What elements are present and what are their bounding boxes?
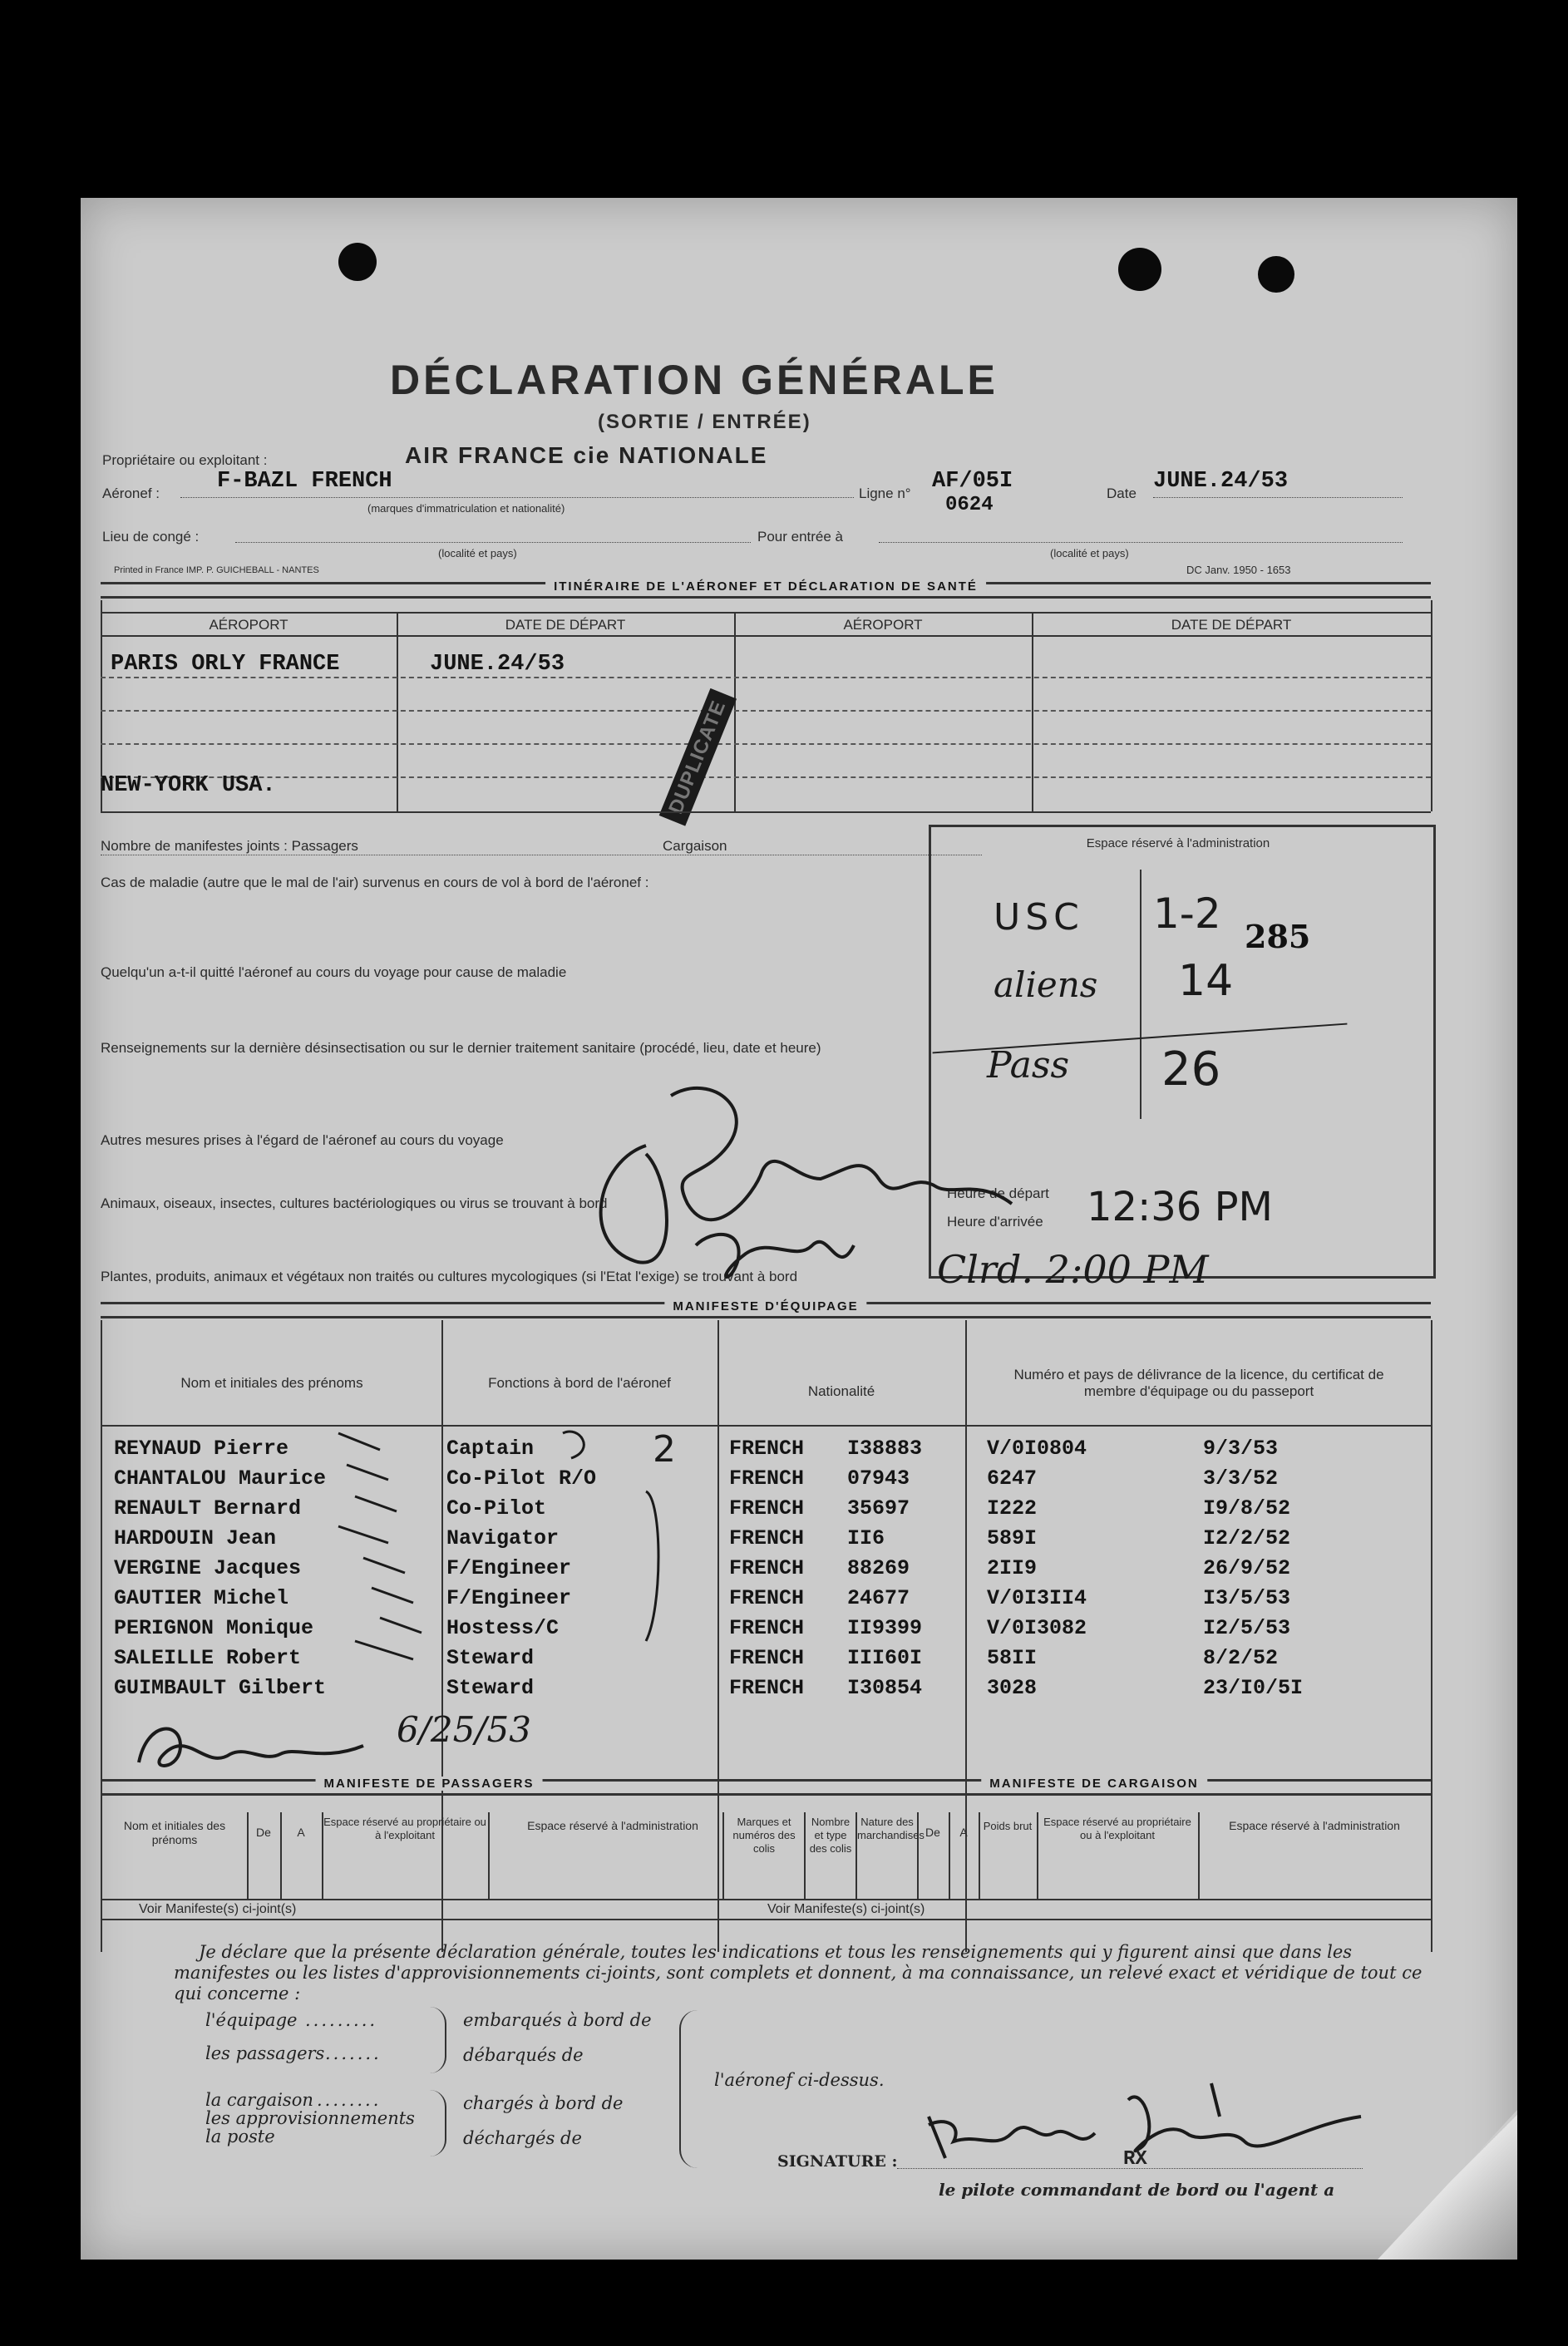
crew-nationality: FRENCH: [729, 1586, 805, 1610]
crew-license: 589I: [987, 1526, 1038, 1550]
line-value: AF/05I: [932, 469, 1013, 494]
form-title: DÉCLARATION GÉNÉRALE: [390, 357, 998, 403]
passenger-manifest-band: MANIFESTE DE PASSAGERS: [101, 1779, 757, 1796]
admin-usc-value: 1-2: [1153, 890, 1221, 938]
decl-supplies: les approvisionnements: [205, 2108, 415, 2128]
operator-label: Propriétaire ou exploitant :: [102, 452, 268, 468]
crew-role: Co-Pilot R/O: [446, 1466, 597, 1491]
crew-nationality: FRENCH: [729, 1526, 805, 1550]
decl-boarded: embarqués à bord de: [463, 2010, 652, 2030]
c-col-marks: Marques et numéros des colis: [732, 1816, 796, 1855]
crew-nationality: FRENCH: [729, 1646, 805, 1670]
crew-mark: 2: [653, 1428, 676, 1471]
crew-license-date: I3/5/53: [1203, 1586, 1291, 1610]
pilot-signature-scrawl: [546, 1079, 1028, 1295]
aircraft-note: (marques d'immatriculation et nationalité): [367, 502, 565, 515]
crew-nationality: FRENCH: [729, 1496, 805, 1520]
c-col-number: Nombre et type des colis: [809, 1816, 852, 1855]
crew-license-date: 26/9/52: [1203, 1556, 1291, 1580]
crew-nationality-number: 07943: [847, 1466, 910, 1491]
other-measures-label: Autres mesures prises à l'égard de l'aéronef au cours du voyage: [101, 1132, 504, 1148]
arr-time-value: 12:36 PM: [1087, 1184, 1273, 1230]
crew-license-date: I2/2/52: [1203, 1526, 1291, 1550]
folded-corner: [1378, 2110, 1517, 2260]
crew-name: GAUTIER Michel: [114, 1586, 289, 1610]
c-col-operator: Espace réservé au propriétaire ou à l'exploitant: [1043, 1816, 1191, 1841]
crew-license: I222: [987, 1496, 1038, 1520]
admin-pass-value: 26: [1161, 1042, 1221, 1097]
date-label: Date: [1107, 485, 1137, 501]
crew-band: MANIFESTE D'ÉQUIPAGE: [101, 1302, 1431, 1318]
admin-aliens-value: 14: [1178, 956, 1234, 1006]
signer-title: le pilote commandant de bord ou l'agent a: [939, 2180, 1335, 2200]
crew-license: 3028: [987, 1676, 1038, 1700]
crew-role: F/Engineer: [446, 1556, 572, 1580]
crew-col-name: Nom et initiales des prénoms: [180, 1375, 363, 1391]
crew-license-date: 23/I0/5I: [1203, 1676, 1304, 1700]
crew-license-date: I2/5/53: [1203, 1616, 1291, 1640]
signature-label: SIGNATURE :: [777, 2152, 898, 2171]
punch-hole-right-2: [1258, 256, 1294, 293]
crew-license: V/0I0804: [987, 1437, 1087, 1461]
crew-role: Co-Pilot: [446, 1496, 547, 1520]
crew-name: PERIGNON Monique: [114, 1616, 314, 1640]
c-col-from: De: [925, 1826, 940, 1839]
arrival-note: (localité et pays): [1050, 547, 1129, 559]
admin-pass: Pass: [987, 1044, 1070, 1087]
crew-nationality: FRENCH: [729, 1556, 805, 1580]
crew-nationality-number: 35697: [847, 1496, 910, 1520]
crew-role: Captain: [446, 1437, 535, 1461]
c-col-weight: Poids brut: [983, 1820, 1033, 1832]
crew-license: V/0I3082: [987, 1616, 1087, 1640]
disinsection-label: Renseignements sur la dernière désinsectisation ou sur le dernier traitement sanitaire (procédé, lieu, date et heure): [101, 1040, 821, 1056]
decl-crew: l'équipage: [205, 2010, 298, 2030]
col-departure-date: DATE DE DÉPART: [505, 617, 626, 633]
crew-brackets: [330, 1425, 679, 1666]
animals-label: Animaux, oiseaux, insectes, cultures bactériologiques ou virus se trouvant à bord: [101, 1195, 608, 1211]
admin-usc: USC: [994, 896, 1084, 939]
crew-license-date: 9/3/53: [1203, 1437, 1279, 1461]
crew-license-date: I9/8/52: [1203, 1496, 1291, 1520]
crew-nationality: FRENCH: [729, 1616, 805, 1640]
crew-nationality-number: I38883: [847, 1437, 923, 1461]
itinerary-date-1: JUNE.24/53: [430, 652, 565, 677]
crew-nationality-number: II9399: [847, 1616, 923, 1640]
manifests-label: Nombre de manifestes joints : Passagers: [101, 838, 358, 854]
punch-hole-left: [338, 243, 377, 281]
decl-unloaded: déchargés de: [463, 2128, 582, 2148]
declaration-form: DÉCLARATION GÉNÉRALE (SORTIE / ENTRÉE) Propriétaire ou exploitant : AIR FRANCE cie NATIONALE Aéronef : F-BAZL FRENCH (marques d'immatriculation et nationalité) Ligne n° AF/05I 0624 Date JUNE.24/53 Lieu de congé : (localité et pays) Pour entrée à (localité et pays) Printed in France IMP. P. GUICHEBALL - NANTES DC Janv. 1950 - 1653 ITINÉRAIRE DE L'AÉRONEF ET DÉCLARATION DE SANTÉ AÉROPORT DATE DE DÉPART AÉROPORT DATE DE DÉPART PARIS ORLY FRANCE JUNE.24/53 NEW-YORK USA. DUPLICATE Nombre de manifestes joints : Passagers Cargaison Cas de maladie (autre que le mal de l'air) survenus en cours de vol à bord de l'aéronef : Quelqu'un a-t-il quitté l'aéronef au cours du voyage pour cause de maladie Renseignements sur la dernière désinsectisation ou sur le dernier traitement sanitaire (procédé, lieu, date et heure) Autres mesures prises à l'égard de l'aéronef au cours du voyage Animaux, oiseaux, insectes, cultures bactériologiques ou virus se trouvant à bord Plantes, produits, animaux et végétaux non traités ou cultures mycologiques (si l'Etat l'exige) se trouvant à bord Espace réservé à l'administration USC 1-2 285 aliens 14 Pass 26 Heure de départ Heure d'arrivée 12:36 PM Clrd. 2:00 PM MANIFESTE D'ÉQUIPAGE Nom et initiales des prénoms Fonctions à bord de l'aéronef Nationalité Numéro et pays de délivrance de la licence, du certificat de membre d'équipage ou du passeport REYNAUD Pierre Captain FRENCH I38883 V/0I0804 9/3/53 CHANTALOU Maurice Co-Pilot R/O FRENCH 07943 6247 3/3/52 RENAULT Bernard Co-Pilot FRENCH 35697 I222 I9/8/52 HARDOUIN Jean Navigator FRENCH II6 589I I2/2/52 VERGINE Jacques F/Engineer FRENCH 88269 2II9 26/9/52 GAUTIER Michel F/Engineer FRENCH 24677 V/0I3II4 I3/5/53 PERIGNON Monique Hostess/C FRENCH II9399 V/0I3082 I2/5/53 SALEILLE Robert Steward FRENCH III60I 58II 8/2/52 GUIMBAULT Gilbert Steward FRENCH I30854 3028 23/I0/5I 2 6/25/53 MANIFESTE DE PASSAGERS MANIFESTE DE CARGAISON Nom et initiales des prénoms De A Espace réservé au propriétaire ou à l'exploitant Espace réservé à l'administration Marques et numéros des colis Nombre et type des colis Nature des marchandises De A Poids brut Espace réservé au propriétaire ou à l'exploitant Espace réservé à l'administration Voir Manifeste(s) ci-joint(s) Voir Manifeste(s) ci-joint(s) Je déclare que la présente déclaration générale, toutes les indications et tous les renseignements qui y figurent ainsi que dans les manifestes ou les listes d'approvisionnements ci-joints, sont complets et donnent, à ma connaissance, un relevé exact et véridique de tout ce qui concerne : l'équipage les passagers la cargaison les approvisionnements la poste ......... ....... ........ embarqués à bord de débarqués de chargés à bord de déchargés de l'aéronef ci-dessus. SIGNATURE : RX le pilote commandant de bord ou l'agent a: [81, 198, 1517, 2260]
cleared-time: Clrd. 2:00 PM: [937, 1247, 1209, 1292]
crew-role: F/Engineer: [446, 1586, 572, 1610]
crew-license: 58II: [987, 1646, 1038, 1670]
printer-line: Printed in France IMP. P. GUICHEBALL - NANTES: [114, 565, 319, 575]
crew-name: VERGINE Jacques: [114, 1556, 302, 1580]
departure-note: (localité et pays): [438, 547, 517, 559]
cargo-label: Cargaison: [663, 838, 727, 854]
crew-nationality-number: 88269: [847, 1556, 910, 1580]
itinerary-airport-2: NEW-YORK USA.: [101, 773, 276, 798]
signature-initials: RX: [1123, 2148, 1147, 2171]
dep-time-label: Heure de départ: [947, 1185, 1049, 1201]
aircraft-label: Aéronef :: [102, 485, 160, 501]
p-col-from: De: [256, 1826, 271, 1839]
operator-value: AIR FRANCE cie NATIONALE: [405, 442, 768, 468]
departure-label: Lieu de congé :: [102, 529, 200, 545]
form-edition: DC Janv. 1950 - 1653: [1186, 564, 1291, 576]
line-label: Ligne n°: [859, 485, 911, 501]
crew-sign-date: 6/25/53: [397, 1709, 531, 1750]
admin-box-title: Espace réservé à l'administration: [1086, 836, 1270, 850]
crew-col-license: Numéro et pays de délivrance de la licence, du certificat de membre d'équipage ou du passeport: [1013, 1367, 1384, 1399]
col-departure-date-2: DATE DE DÉPART: [1171, 617, 1292, 633]
itinerary-band: ITINÉRAIRE DE L'AÉRONEF ET DÉCLARATION DE SANTÉ: [101, 582, 1431, 599]
admin-aliens: aliens: [994, 964, 1098, 1005]
punch-hole-right: [1118, 248, 1161, 291]
crew-license: 2II9: [987, 1556, 1038, 1580]
p-col-operator: Espace réservé au propriétaire ou à l'exploitant: [323, 1816, 486, 1841]
crew-name: HARDOUIN Jean: [114, 1526, 277, 1550]
crew-license-date: 3/3/52: [1203, 1466, 1279, 1491]
c-col-to: A: [959, 1826, 968, 1839]
crew-license: V/0I3II4: [987, 1586, 1087, 1610]
crew-col-nationality: Nationalité: [807, 1383, 875, 1399]
plants-label: Plantes, produits, animaux et végétaux non traités ou cultures mycologiques (si l'Etat l'exige) se trouvant à bord: [101, 1269, 798, 1284]
p-col-admin: Espace réservé à l'administration: [527, 1819, 698, 1832]
crew-col-function: Fonctions à bord de l'aéronef: [488, 1375, 671, 1391]
p-col-name: Nom et initiales des prénoms: [123, 1819, 226, 1846]
decl-cargo: la cargaison: [205, 2090, 313, 2110]
itinerary-airport-1: PARIS ORLY FRANCE: [111, 652, 340, 677]
crew-nationality-number: I30854: [847, 1676, 923, 1700]
crew-nationality: FRENCH: [729, 1676, 805, 1700]
aircraft-value: F-BAZL FRENCH: [217, 469, 392, 494]
arr-time-label: Heure d'arrivée: [947, 1214, 1043, 1230]
illness-label: Cas de maladie (autre que le mal de l'air) survenus en cours de vol à bord de l'aéronef :: [101, 875, 649, 890]
crew-nationality: FRENCH: [729, 1437, 805, 1461]
crew-name: REYNAUD Pierre: [114, 1437, 289, 1461]
crew-role: Hostess/C: [446, 1616, 560, 1640]
admin-total: 285: [1245, 918, 1311, 955]
cargo-manifest-band: MANIFESTE DE CARGAISON: [757, 1779, 1431, 1796]
see-attached-cargo: Voir Manifeste(s) ci-joint(s): [767, 1902, 925, 1916]
crew-name: SALEILLE Robert: [114, 1646, 302, 1670]
line-value-2: 0624: [945, 494, 994, 516]
c-col-admin: Espace réservé à l'administration: [1229, 1819, 1400, 1832]
crew-name: CHANTALOU Maurice: [114, 1466, 327, 1491]
arrival-label: Pour entrée à: [757, 529, 844, 545]
c-col-nature: Nature des marchandises: [857, 1816, 925, 1841]
duplicate-stamp: DUPLICATE: [659, 688, 737, 826]
form-subtitle: (SORTIE / ENTRÉE): [598, 411, 811, 433]
decl-mail: la poste: [205, 2127, 275, 2146]
declaration-text: Je déclare que la présente déclaration générale, toutes les indications et tous les renseignements qui y figurent ainsi que dans les manifestes ou les listes d'approvisionnements ci-joints, sont complets et donnent, à ma connaissance, un relevé exact et véridique de tout ce qui concerne :: [174, 1942, 1423, 2003]
see-attached-passengers: Voir Manifeste(s) ci-joint(s): [139, 1902, 297, 1916]
col-airport-2: AÉROPORT: [843, 617, 923, 633]
crew-nationality: FRENCH: [729, 1466, 805, 1491]
decl-passengers: les passagers: [205, 2043, 325, 2063]
left-aircraft-label: Quelqu'un a-t-il quitté l'aéronef au cours du voyage pour cause de maladie: [101, 964, 567, 980]
crew-license-date: 8/2/52: [1203, 1646, 1279, 1670]
crew-name: GUIMBAULT Gilbert: [114, 1676, 327, 1700]
crew-name: RENAULT Bernard: [114, 1496, 302, 1520]
crew-nationality-number: II6: [847, 1526, 885, 1550]
decl-disembarked: débarqués de: [463, 2045, 584, 2065]
crew-role: Navigator: [446, 1526, 560, 1550]
decl-loaded: chargés à bord de: [463, 2093, 624, 2113]
col-airport: AÉROPORT: [209, 617, 288, 633]
crew-license: 6247: [987, 1466, 1038, 1491]
p-col-to: A: [297, 1826, 305, 1839]
crew-role: Steward: [446, 1676, 535, 1700]
crew-role: Steward: [446, 1646, 535, 1670]
decl-aircraft: l'aéronef ci-dessus.: [714, 2070, 885, 2090]
crew-nationality-number: III60I: [847, 1646, 923, 1670]
crew-nationality-number: 24677: [847, 1586, 910, 1610]
date-value: JUNE.24/53: [1153, 469, 1289, 494]
